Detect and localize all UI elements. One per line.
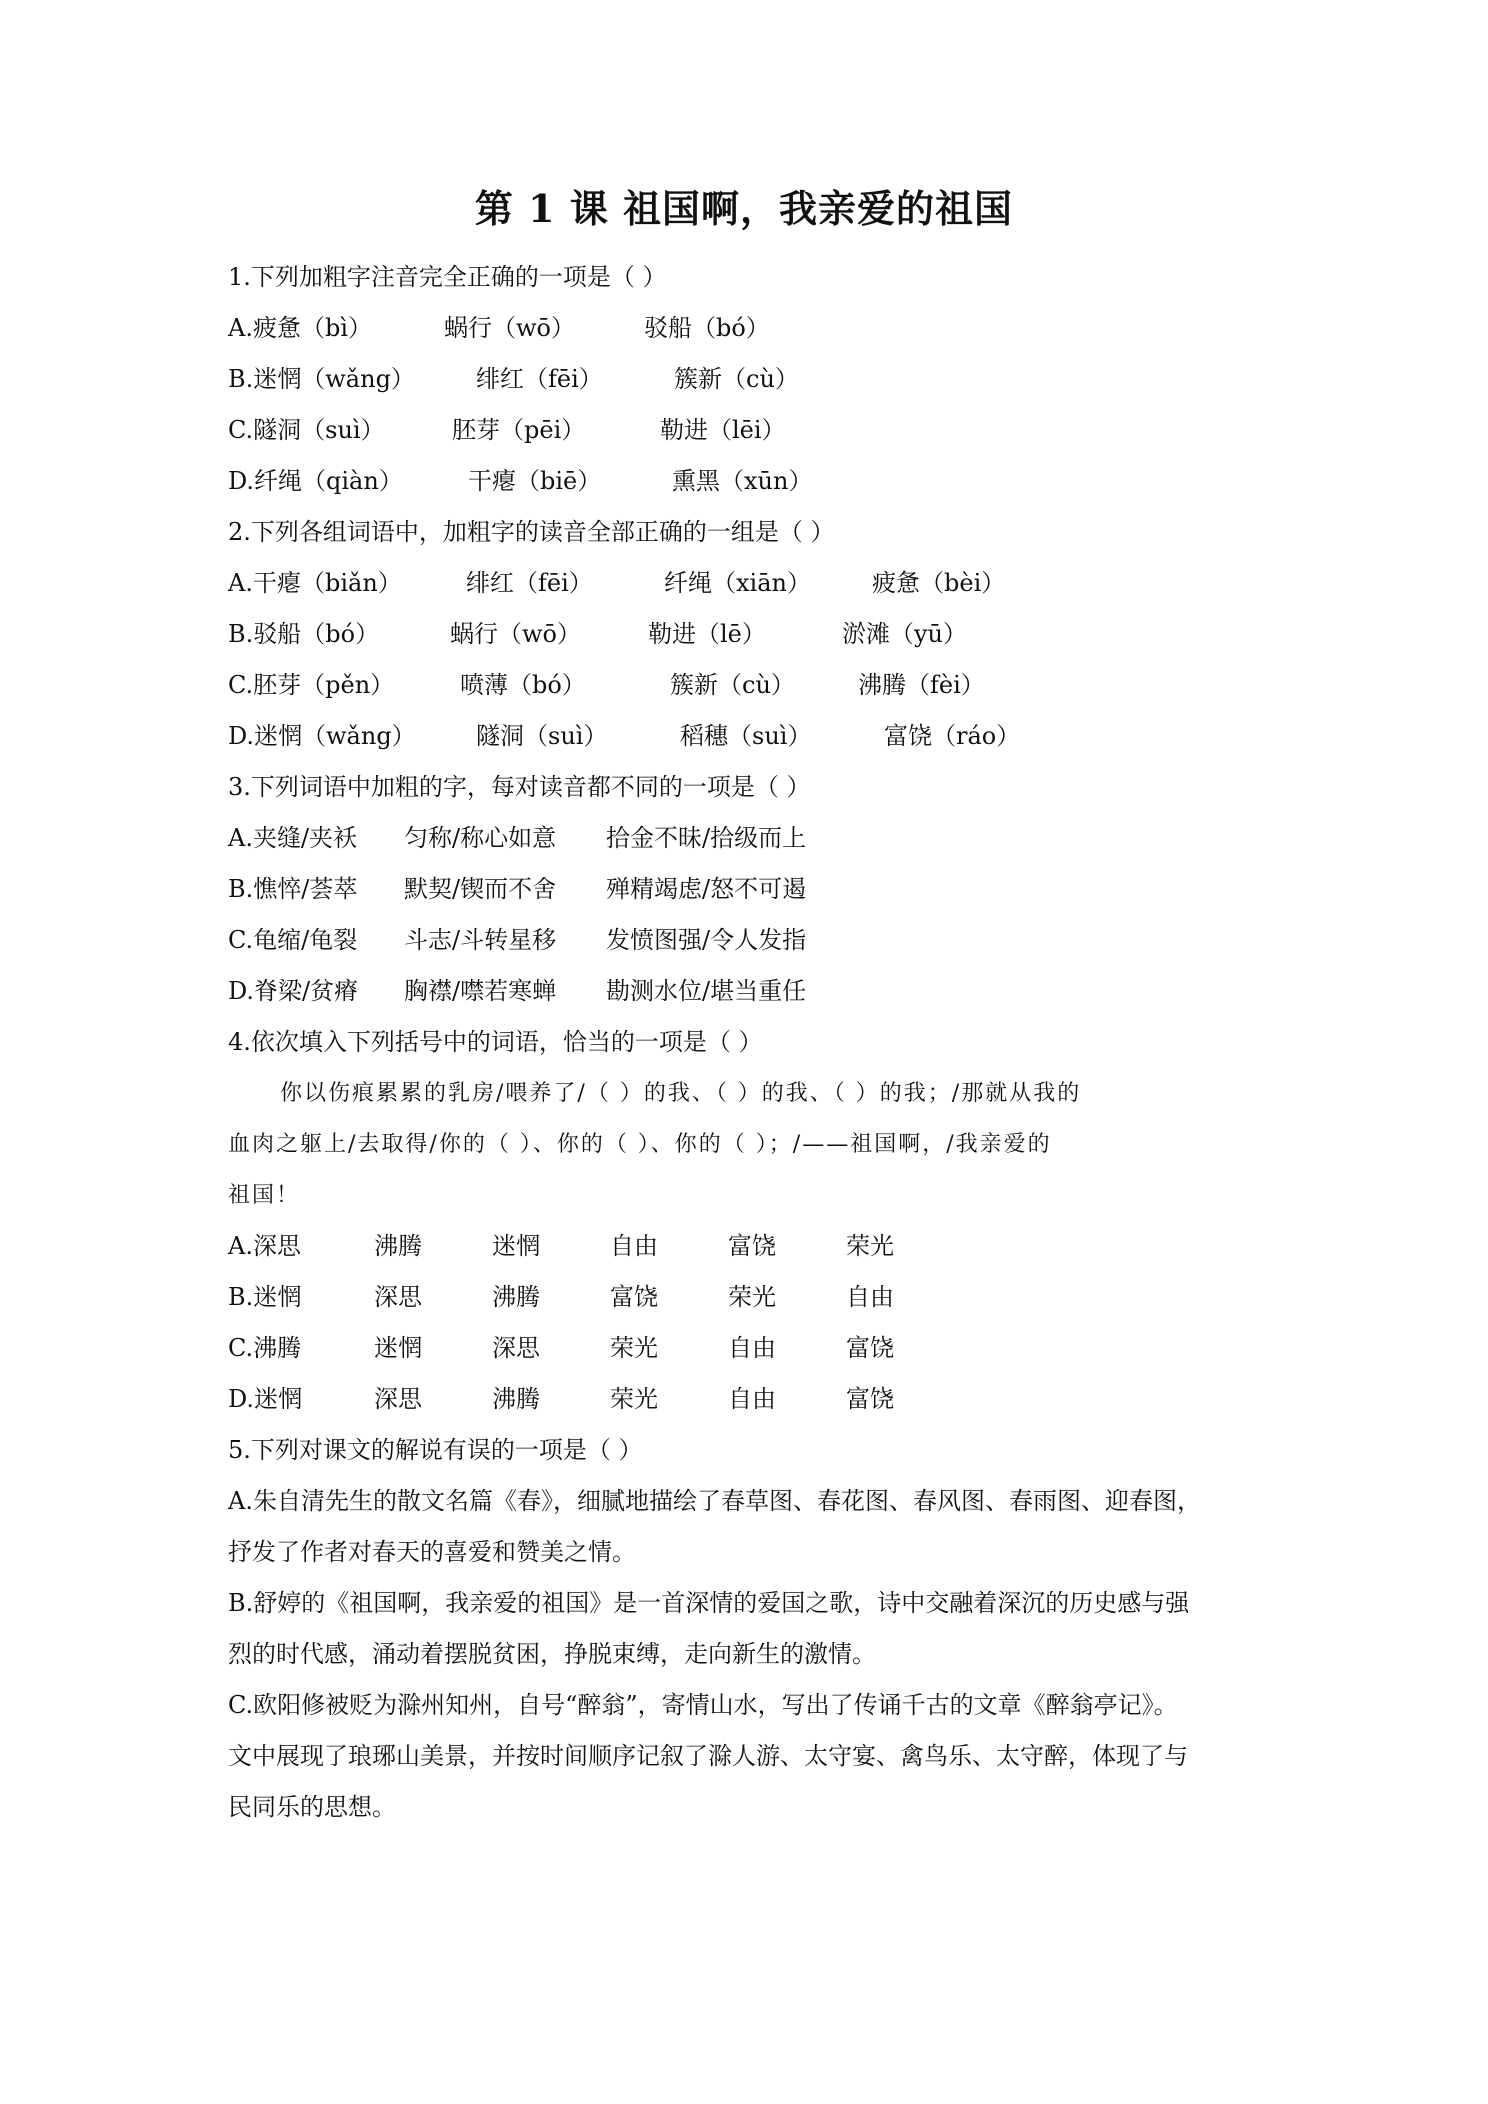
- question-5-option-b-line-2: 烈的时代感，涌动着摆脱贫困，挣脱束缚，走向新生的激情。: [228, 1640, 876, 1668]
- option-a-item-4: 疲惫（bèi）: [872, 569, 1006, 597]
- option-d-item-1: [228, 711, 476, 762]
- option-c-item-5: 自由: [728, 1334, 776, 1362]
- option-d-item-1: [228, 966, 404, 1017]
- option-d-item-4: 荣光: [610, 1385, 658, 1413]
- option-label: A.: [228, 1232, 253, 1260]
- option-label: D.: [228, 1385, 255, 1413]
- option-label: C.: [228, 416, 254, 444]
- option-b-item-4: 富饶: [610, 1283, 658, 1311]
- question-4-passage-line-3: 祖国！: [228, 1183, 301, 1208]
- option-d-item-2: 隧洞（suì）: [476, 722, 608, 750]
- option-d-item-2: 胸襟/噤若寒蝉: [404, 977, 557, 1005]
- option-item: 深思: [252, 1232, 301, 1260]
- option-b-item-6: 自由: [846, 1283, 894, 1311]
- question-1-option-a: [228, 303, 1288, 354]
- option-c-item-3: 发愤图强/令人发指: [606, 926, 807, 954]
- question-4-passage-line-2: 血肉之躯上/去取得/你的（ ）、你的（ ）、你的（ ）；/——祖国啊，/我亲爱的: [228, 1132, 1052, 1157]
- option-a-item-3: 迷惘: [492, 1232, 540, 1260]
- option-c-item-4: 荣光: [610, 1334, 658, 1362]
- option-label: B.: [228, 875, 254, 903]
- option-item: 迷惘（wǎng）: [253, 365, 415, 393]
- option-c-item-4: 沸腾（fèi）: [858, 671, 985, 699]
- question-5-option-b-line-1: B.舒婷的《祖国啊，我亲爱的祖国》是一首深情的爱国之歌，诗中交融着深沉的历史感与强: [228, 1589, 1190, 1617]
- option-d-item-3: 熏黑（xūn）: [672, 467, 813, 495]
- question-5-option-a-line-1: A.朱自清先生的散文名篇《春》，细腻地描绘了春草图、春花图、春风图、春雨图、迎春图，: [228, 1487, 1201, 1515]
- option-a-item-3: 拾金不昧/拾级而上: [606, 824, 807, 852]
- option-label: D.: [228, 977, 255, 1005]
- option-a-item-6: 荣光: [846, 1232, 894, 1260]
- option-item: 迷惘: [254, 1385, 303, 1413]
- question-3-option-c: [228, 915, 1288, 966]
- option-a-item-3: 纤绳（xiān）: [664, 569, 811, 597]
- option-b-item-1: [228, 609, 450, 660]
- option-c-item-1: [228, 405, 452, 456]
- option-b-item-1: [228, 864, 404, 915]
- question-5-option-c-line-2: 文中展现了琅琊山美景，并按时间顺序记叙了滁人游、太守宴、禽鸟乐、太守醉，体现了与: [228, 1742, 1188, 1770]
- option-label: A.: [228, 314, 253, 342]
- option-c-item-2: 斗志/斗转星移: [404, 926, 557, 954]
- option-a-item-1: [228, 813, 404, 864]
- option-b-item-2: 深思: [374, 1283, 422, 1311]
- option-label: C.: [228, 1334, 254, 1362]
- option-item: 夹缝/夹袄: [252, 824, 358, 852]
- question-5-stem: 5.下列对课文的解说有误的一项是（ ）: [228, 1436, 643, 1464]
- question-5-option-a-line-2: 抒发了作者对春天的喜爱和赞美之情。: [228, 1538, 636, 1566]
- option-item: 驳船（bó）: [253, 620, 380, 648]
- question-2-option-c: [228, 660, 1288, 711]
- option-d-item-6: 富饶: [846, 1385, 894, 1413]
- option-b-item-1: [228, 354, 476, 405]
- option-b-item-5: 荣光: [728, 1283, 776, 1311]
- option-c-item-2: 迷惘: [374, 1334, 422, 1362]
- option-item: 胚芽（pěn）: [253, 671, 395, 699]
- question-1-stem: 1.下列加粗字注音完全正确的一项是（ ）: [228, 263, 667, 291]
- question-2-option-b: [228, 609, 1288, 660]
- exercise-content: [228, 252, 1288, 1833]
- option-c-item-3: 深思: [492, 1334, 540, 1362]
- option-a-item-2: 蜗行（wō）: [444, 314, 575, 342]
- option-a-item-4: 自由: [610, 1232, 658, 1260]
- option-label: C.: [228, 671, 254, 699]
- option-item: 脊梁/贫瘠: [254, 977, 359, 1005]
- option-label: C.: [228, 926, 254, 954]
- question-2-option-d: [228, 711, 1288, 762]
- question-3-option-d: [228, 966, 1288, 1017]
- option-b-item-2: 默契/锲而不舍: [404, 875, 557, 903]
- option-d-item-5: 自由: [728, 1385, 776, 1413]
- option-b-item-3: 殚精竭虑/怒不可遏: [606, 875, 807, 903]
- option-d-item-2: 深思: [374, 1385, 422, 1413]
- question-4-stem: 4.依次填入下列括号中的词语，恰当的一项是（ ）: [228, 1028, 763, 1056]
- option-a-item-2: 沸腾: [374, 1232, 422, 1260]
- option-item: 迷惘: [253, 1283, 302, 1311]
- option-d-item-2: 干瘪（biē）: [468, 467, 602, 495]
- option-d-item-4: 富饶（ráo）: [884, 722, 1021, 750]
- question-4-option-c: [228, 1323, 1288, 1374]
- question-1-option-b: [228, 354, 1288, 405]
- page-title: 第 1 课 祖国啊，我亲爱的祖国: [474, 186, 1014, 231]
- option-b-item-2: 绯红（fēi）: [476, 365, 603, 393]
- option-item: 纤绳（qiàn）: [254, 467, 403, 495]
- option-d-item-1: [228, 456, 468, 507]
- option-label: B.: [228, 620, 254, 648]
- option-a-item-1: [228, 1221, 374, 1272]
- question-4-option-b: [228, 1272, 1288, 1323]
- option-d-item-3: 勘测水位/堪当重任: [606, 977, 807, 1005]
- option-a-item-3: 驳船（bó）: [644, 314, 770, 342]
- question-5-option-c-line-1: C.欧阳修被贬为滁州知州，自号“醉翁”，寄情山水，写出了传诵千古的文章《醉翁亭记》。: [228, 1691, 1178, 1719]
- option-a-item-2: 绯红（fēi）: [466, 569, 593, 597]
- option-c-item-3: 簇新（cù）: [670, 671, 795, 699]
- question-3-option-b: [228, 864, 1288, 915]
- option-label: A.: [228, 569, 253, 597]
- question-1-option-c: [228, 405, 1288, 456]
- option-b-item-4: 淤滩（yū）: [842, 620, 968, 648]
- option-b-item-3: 沸腾: [492, 1283, 540, 1311]
- option-label: D.: [228, 722, 255, 750]
- question-4-passage-line-1: 你以伤痕累累的乳房/喂养了/（ ）的我、（ ）的我、（ ）的我；/那就从我的: [280, 1081, 1082, 1106]
- option-item: 沸腾: [253, 1334, 302, 1362]
- question-2-stem: 2.下列各组词语中，加粗字的读音全部正确的一组是（ ）: [228, 518, 835, 546]
- option-b-item-1: [228, 1272, 374, 1323]
- option-b-item-3: 勒进（lē）: [648, 620, 766, 648]
- option-item: 憔悴/荟萃: [253, 875, 358, 903]
- option-c-item-2: 胚芽（pēi）: [452, 416, 586, 444]
- option-c-item-1: [228, 660, 460, 711]
- option-label: A.: [228, 824, 253, 852]
- question-3-stem: 3.下列词语中加粗的字，每对读音都不同的一项是（ ）: [228, 773, 811, 801]
- question-2-option-a: [228, 558, 1288, 609]
- option-c-item-1: [228, 1323, 374, 1374]
- option-c-item-6: 富饶: [846, 1334, 894, 1362]
- option-a-item-5: 富饶: [728, 1232, 776, 1260]
- option-label: B.: [228, 1283, 254, 1311]
- option-a-item-1: [228, 558, 466, 609]
- option-a-item-2: 匀称/称心如意: [404, 824, 557, 852]
- question-3-option-a: [228, 813, 1288, 864]
- option-d-item-1: [228, 1374, 374, 1425]
- option-label: B.: [228, 365, 254, 393]
- option-item: 迷惘（wǎng）: [254, 722, 416, 750]
- option-d-item-3: 沸腾: [492, 1385, 540, 1413]
- option-item: 疲惫（bì）: [252, 314, 373, 342]
- option-label: D.: [228, 467, 255, 495]
- option-b-item-3: 簇新（cù）: [674, 365, 799, 393]
- option-item: 龟缩/龟裂: [253, 926, 358, 954]
- option-c-item-3: 勒进（lēi）: [660, 416, 786, 444]
- question-1-option-d: [228, 456, 1288, 507]
- option-item: 干瘪（biǎn）: [252, 569, 402, 597]
- option-c-item-1: [228, 915, 404, 966]
- option-a-item-1: [228, 303, 444, 354]
- option-d-item-3: 稻穗（suì）: [680, 722, 812, 750]
- option-item: 隧洞（suì）: [253, 416, 385, 444]
- question-4-option-a: [228, 1221, 1288, 1272]
- question-4-option-d: [228, 1374, 1288, 1425]
- option-c-item-2: 喷薄（bó）: [460, 671, 586, 699]
- question-5-option-c-line-3: 民同乐的思想。: [228, 1793, 396, 1821]
- option-b-item-2: 蜗行（wō）: [450, 620, 581, 648]
